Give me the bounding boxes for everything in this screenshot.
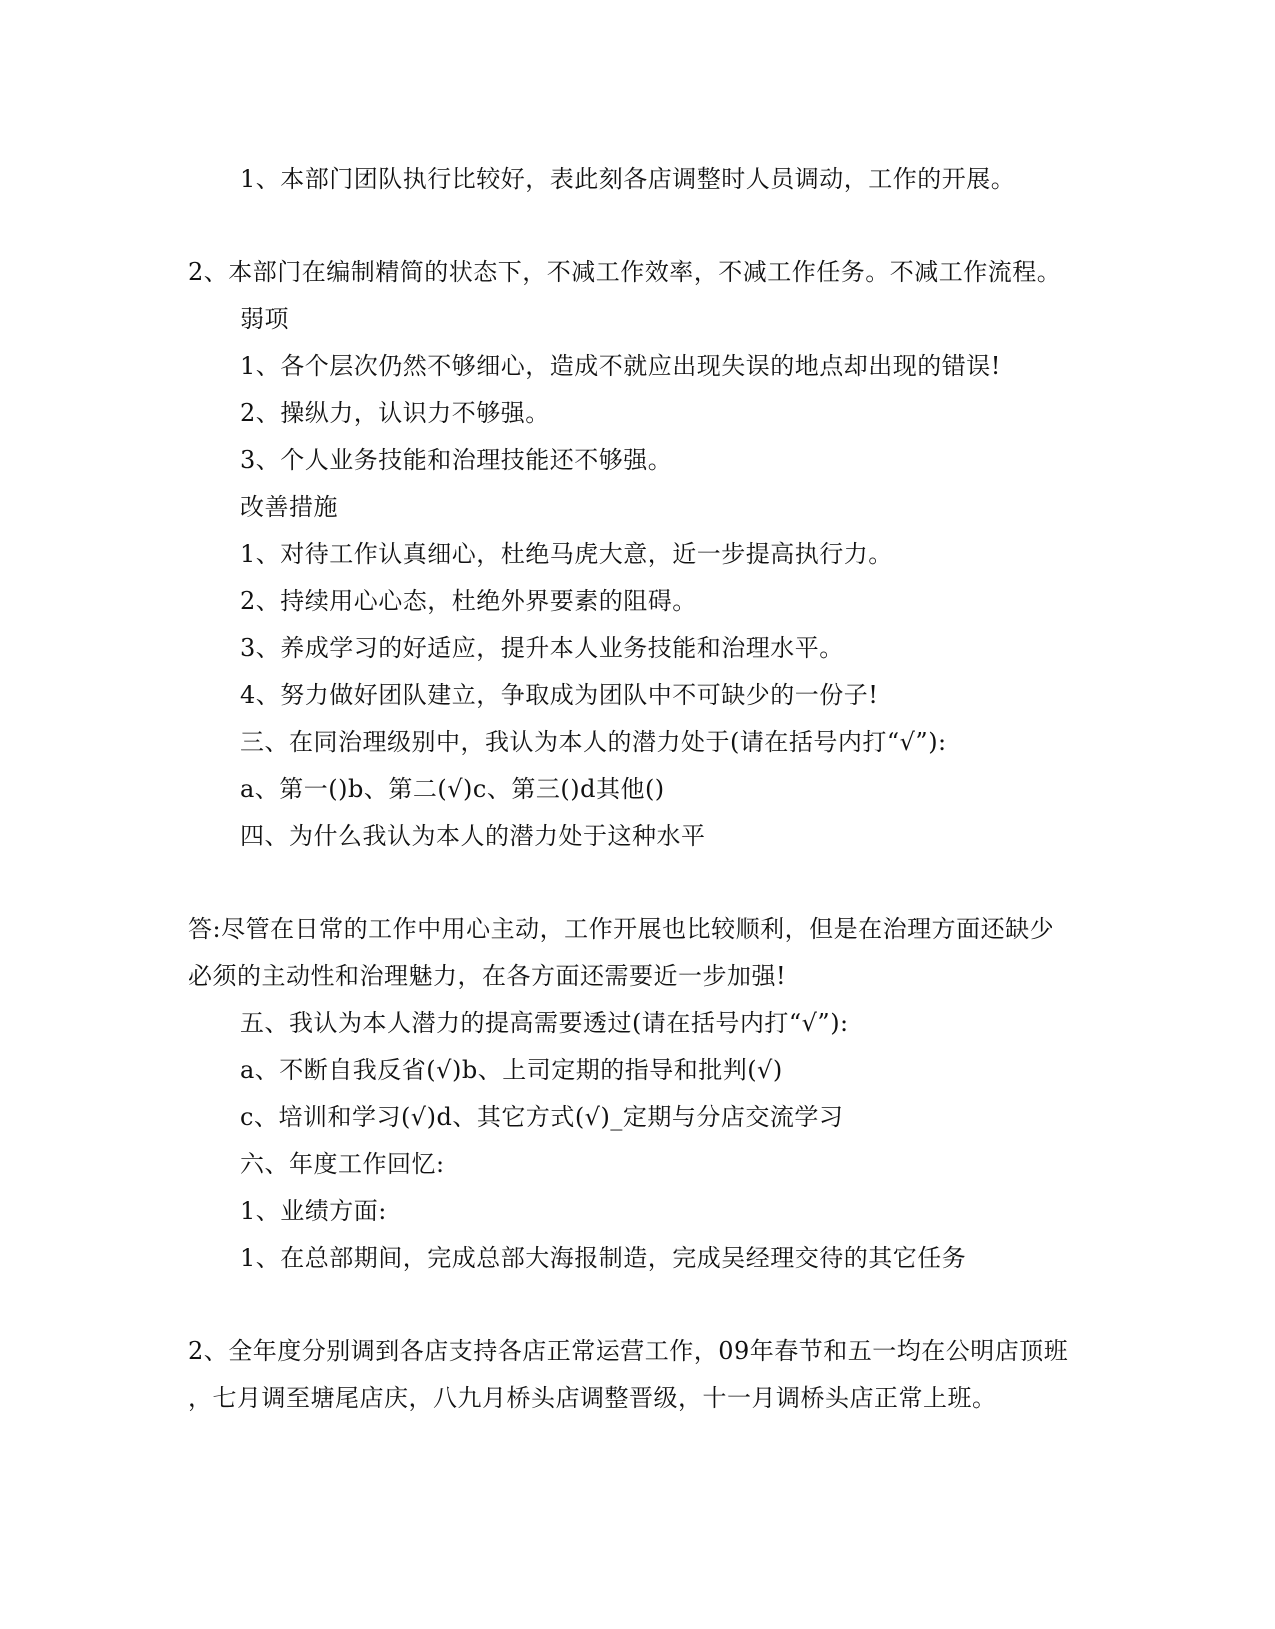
section-5-options-1: a、不断自我反省(√)b、上司定期的指导和批判(√) (240, 1056, 783, 1084)
improvement-item-2: 2、持续用心心态，杜绝外界要素的阻碍。 (240, 587, 697, 615)
weakness-item-3: 3、个人业务技能和治理技能还不够强。 (240, 446, 673, 474)
section-6-heading: 六、年度工作回忆: (240, 1150, 445, 1178)
performance-item-1: 1、在总部期间，完成总部大海报制造，完成吴经理交待的其它任务 (240, 1244, 967, 1272)
section-4-question: 四、为什么我认为本人的潜力处于这种水平 (240, 822, 706, 850)
section-5-question: 五、我认为本人潜力的提高需要透过(请在括号内打“√”): (240, 1009, 849, 1037)
weakness-heading: 弱项 (240, 305, 289, 333)
section-3-options: a、第一()b、第二(√)c、第三()d其他() (240, 775, 665, 803)
section-5-options-2: c、培训和学习(√)d、其它方式(√)_定期与分店交流学习 (240, 1103, 844, 1131)
weakness-item-1: 1、各个层次仍然不够细心，造成不就应出现失误的地点却出现的错误! (240, 352, 1001, 380)
section-4-answer-line-1: 答:尽管在日常的工作中用心主动，工作开展也比较顺利，但是在治理方面还缺少 (188, 915, 1055, 943)
section-4-answer-line-2: 必须的主动性和治理魅力，在各方面还需要近一步加强! (188, 962, 787, 990)
improvement-item-3: 3、养成学习的好适应，提升本人业务技能和治理水平。 (240, 634, 844, 662)
improvement-item-4: 4、努力做好团队建立，争取成为团队中不可缺少的一份子! (240, 681, 879, 709)
performance-item-2-line-1: 2、全年度分别调到各店支持各店正常运营工作，09年春节和五一均在公明店顶班 (188, 1337, 1069, 1365)
performance-item-2-line-2: ，七月调至塘尾店庆，八九月桥头店调整晋级，十一月调桥头店正常上班。 (188, 1384, 997, 1412)
weakness-item-2: 2、操纵力，认识力不够强。 (240, 399, 550, 427)
strength-item-1: 1、本部门团队执行比较好，表此刻各店调整时人员调动，工作的开展。 (240, 165, 1016, 193)
improvement-item-1: 1、对待工作认真细心，杜绝马虎大意，近一步提高执行力。 (240, 540, 893, 568)
performance-subheading: 1、业绩方面: (240, 1197, 387, 1225)
strength-item-2: 2、本部门在编制精简的状态下，不减工作效率，不减工作任务。不减工作流程。 (188, 258, 1062, 286)
improvement-heading: 改善措施 (240, 493, 338, 521)
section-3-question: 三、在同治理级别中，我认为本人的潜力处于(请在括号内打“√”): (240, 728, 947, 756)
